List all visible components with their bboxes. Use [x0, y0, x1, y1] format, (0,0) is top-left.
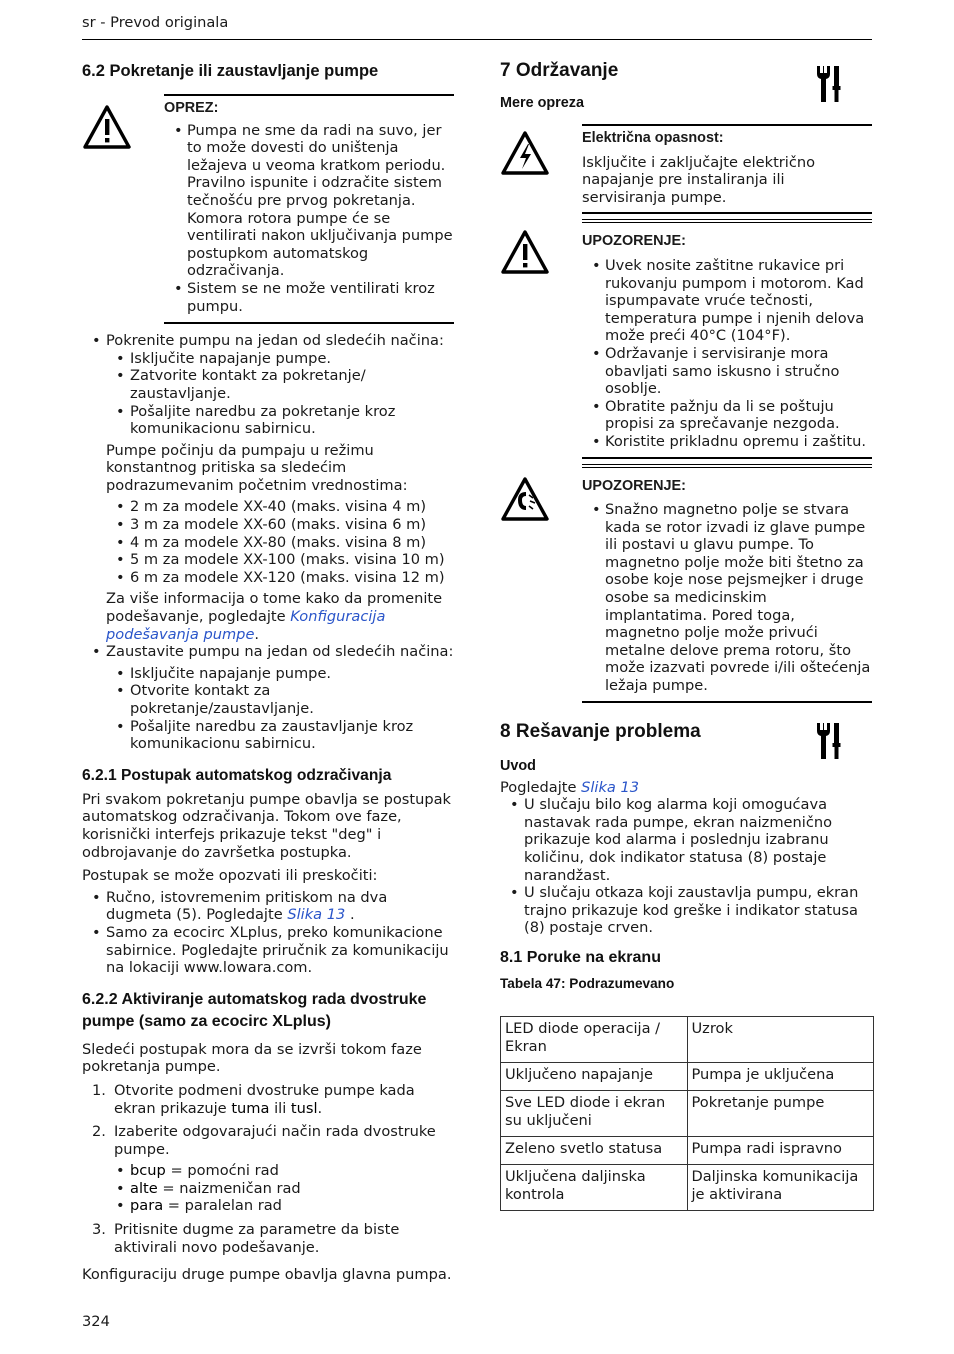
left-column — [82, 58, 454, 1284]
command-tuma: tuma — [231, 1099, 270, 1117]
table-cell: Uključeno napajanje — [501, 1062, 688, 1090]
warning-box-2 — [582, 464, 872, 703]
warning-triangle-icon — [82, 104, 132, 150]
figure-13-link[interactable]: Slika 13 — [287, 906, 346, 924]
caution-box — [164, 94, 454, 324]
caution-note — [82, 94, 454, 324]
warning-note-1 — [500, 219, 872, 458]
uvod-item: • U slučaju bilo kog alarma koji omogućava nastavak rada pumpe, ekran naizmenično prikazuje kod alarma i poslednju izabranu količinu, dok indikator statusa (8) postaje narandžast. — [500, 796, 872, 884]
section-8-1-title: 8.1 Poruke na ekranu — [500, 948, 661, 966]
step-1: 1. Otvorite podmeni dvostruke pumpe kada ekran prikazuje tuma ili tusl. — [92, 1081, 415, 1117]
stop-item: • Pošaljite naredbu za zaustavljanje kroz komunikacionu sabirnicu. — [82, 718, 454, 753]
table-cell: Pumpa je uključena — [687, 1062, 874, 1090]
table-header-row — [501, 1016, 874, 1062]
warning-item: • Snažno magnetno polje se stvara kada se rotor izvadi iz glave pumpe ili postavi u glavu pumpe. To magnetno polje može biti štetno za osobe koje nose pejsmejker i druge osobe sa medicinskim implantatima. Pored toga, magnetno polje može privući metalne delove prema rotoru, što može izazvati povrede i/ili oštećenja ležaja pumpe. — [582, 501, 872, 695]
step-3: 3. Pritisnite dugme za parametre da biste aktivirali novo podešavanje. — [92, 1221, 400, 1256]
warning-note-2 — [500, 464, 872, 703]
tools-icon — [814, 64, 844, 104]
caution-item: • Pumpa ne sme da radi na suvo, jer to može dovesti do uništenja ležajeva u veoma kratkom periodu. Pravilno ispunite i odzračite sistem tečnošću pre prvog pokretanja. Komora rotora pumpe će se ventilirati nakon uključivanja pumpe postupkom automatskog odzračivanja. — [164, 122, 454, 280]
table-cell: Zeleno svetlo statusa — [501, 1136, 688, 1164]
uvod-text: Pogledajte Slika 13 — [500, 778, 640, 796]
default-item: • 6 m za modele XX-120 (maks. visina 12 m) — [82, 569, 454, 587]
s622-final: Konfiguraciju druge pumpe obavlja glavna pumpa. — [82, 1266, 452, 1284]
s622-paragraph: Sledeći postupak mora da se izvrši tokom faze pokretanja pumpe. — [82, 1040, 422, 1076]
header-text: sr - Prevod originala — [82, 14, 229, 31]
page-header — [82, 14, 872, 40]
step-2: 2. Izaberite odgovarajući način rada dvostruke pumpe. — [92, 1123, 436, 1158]
electric-note — [500, 124, 872, 214]
default-item: • 2 m za modele XX-40 (maks. visina 4 m) — [82, 498, 454, 516]
uvod-item: • U slučaju otkaza koji zaustavlja pumpu, ekran trajno prikazuje kod greške i indikator statusa (8) postaje crven. — [500, 884, 872, 937]
uvod-title: Uvod — [500, 757, 536, 774]
tools-icon — [814, 721, 844, 761]
pump-config-link[interactable]: Konfiguracija podešavanja pumpe — [106, 608, 386, 643]
magnetic-field-icon — [500, 476, 550, 522]
default-text: Pumpe počinju da pumpaju u režimu konstantnog pritiska sa sledećim podrazumevanim početnim vrednostima: — [106, 441, 408, 494]
electric-text: Isključite i zaključajte električno napajanje pre instaliranja ili servisiranja pumpe. — [582, 153, 816, 206]
table-cell: Daljinska komunikacija je aktivirana — [687, 1164, 874, 1210]
more-info-text: Za više informacija o tome kako da promenite podešavanje, pogledajte Konfiguracija podešavanja pumpe. — [106, 590, 443, 643]
section-8-heading — [500, 721, 872, 743]
mode-item: • para = paralelan rad — [82, 1197, 454, 1215]
s621-paragraph-1: Pri svakom pokretanju pumpe obavlja se postupak automatskog odzračivanja. Tokom ove faze, korisnički interfejs prikazuje tekst "deg" i odbrojavanje do završetka postupka. — [82, 790, 452, 861]
messages-table — [500, 1016, 874, 1211]
warning-item: • Obratite pažnju da li se poštuju propisi za sprečavanje nezgoda. — [582, 398, 872, 433]
section-7-heading — [500, 60, 872, 82]
electric-title: Električna opasnost: — [582, 130, 724, 146]
start-item: • Pošaljite naredbu za pokretanje kroz komunikacionu sabirnicu. — [82, 403, 454, 438]
section-6-2-2-title: 6.2.2 Aktiviranje automatskog rada dvostruke pumpe (samo za ecocirc XLplus) — [82, 990, 427, 1030]
caution-title: OPREZ: — [164, 100, 219, 116]
start-intro: • Pokrenite pumpu na jedan od sledećih načina: — [82, 332, 454, 350]
table-row — [501, 1136, 874, 1164]
figure-13-link[interactable]: Slika 13 — [581, 778, 640, 796]
mere-opreza-title: Mere opreza — [500, 95, 584, 111]
table-header-cell: Uzrok — [687, 1016, 874, 1062]
table-row — [501, 1090, 874, 1136]
warning-item: • Održavanje i servisiranje mora obavljati samo iskusno i stručno osoblje. — [582, 345, 872, 398]
warning-title: UPOZORENJE: — [582, 233, 686, 250]
table-cell: Pumpa radi ispravno — [687, 1136, 874, 1164]
section-8-title: 8 Rešavanje problema — [500, 720, 701, 742]
table-row — [501, 1164, 874, 1210]
command-tusl: tusl — [290, 1099, 318, 1117]
warning-item: • Koristite prikladnu opremu i zaštitu. — [582, 433, 872, 451]
stop-intro: • Zaustavite pumpu na jedan od sledećih načina: — [82, 643, 454, 661]
s621-item: • Samo za ecocirc XLplus, preko komunikacione sabirnice. Pogledajte priručnik za komunikaciju na lokaciji www.lowara.com. — [82, 924, 454, 977]
default-item: • 4 m za modele XX-80 (maks. visina 8 m) — [82, 534, 454, 552]
electric-box — [582, 124, 872, 214]
warning-triangle-icon — [500, 229, 550, 275]
mode-item: • bcup = pomoćni rad — [82, 1162, 454, 1180]
section-7-title: 7 Održavanje — [500, 60, 619, 81]
warning-item: • Uvek nosite zaštitne rukavice pri rukovanju pumpom i motorom. Kad ispumpavate vruće tečnosti, temperatura pumpe i njenih delova može preći 40°C (104°F). — [582, 257, 872, 345]
table-row — [501, 1062, 874, 1090]
stop-item: • Isključite napajanje pumpe. — [82, 665, 454, 683]
table-cell: Pokretanje pumpe — [687, 1090, 874, 1136]
s621-item: • Ručno, istovremenim pritiskom na dva dugmeta (5). Pogledajte Slika 13 . — [82, 889, 454, 924]
mode-item: • alte = naizmeničan rad — [82, 1180, 454, 1198]
table-caption: Tabela 47: Podrazumevano — [500, 975, 675, 991]
default-item: • 5 m za modele XX-100 (maks. visina 10 m) — [82, 551, 454, 569]
start-item: • Zatvorite kontakt za pokretanje/ zaustavljanje. — [82, 367, 454, 402]
table-cell: Sve LED diode i ekran su uključeni — [501, 1090, 688, 1136]
s621-paragraph-2: Postupak se može opozvati ili preskočiti: — [82, 867, 378, 885]
stop-item: • Otvorite kontakt za pokretanje/zaustavljanje. — [82, 682, 454, 717]
warning-title: UPOZORENJE: — [582, 477, 686, 494]
electric-hazard-icon — [500, 130, 550, 176]
section-6-2-title: 6.2 Pokretanje ili zaustavljanje pumpe — [82, 62, 379, 80]
section-6-2-1-title: 6.2.1 Postupak automatskog odzračivanja — [82, 766, 392, 784]
start-item: • Isključite napajanje pumpe. — [82, 350, 454, 368]
default-item: • 3 m za modele XX-60 (maks. visina 6 m) — [82, 516, 454, 534]
caution-item: • Sistem se ne može ventilirati kroz pumpu. — [164, 280, 454, 315]
warning-box-1 — [582, 219, 872, 458]
table-header-cell: LED diode operacija / Ekran — [501, 1016, 688, 1062]
right-column — [500, 58, 872, 1211]
table-cell: Uključena daljinska kontrola — [501, 1164, 688, 1210]
page-number: 324 — [82, 1313, 110, 1330]
